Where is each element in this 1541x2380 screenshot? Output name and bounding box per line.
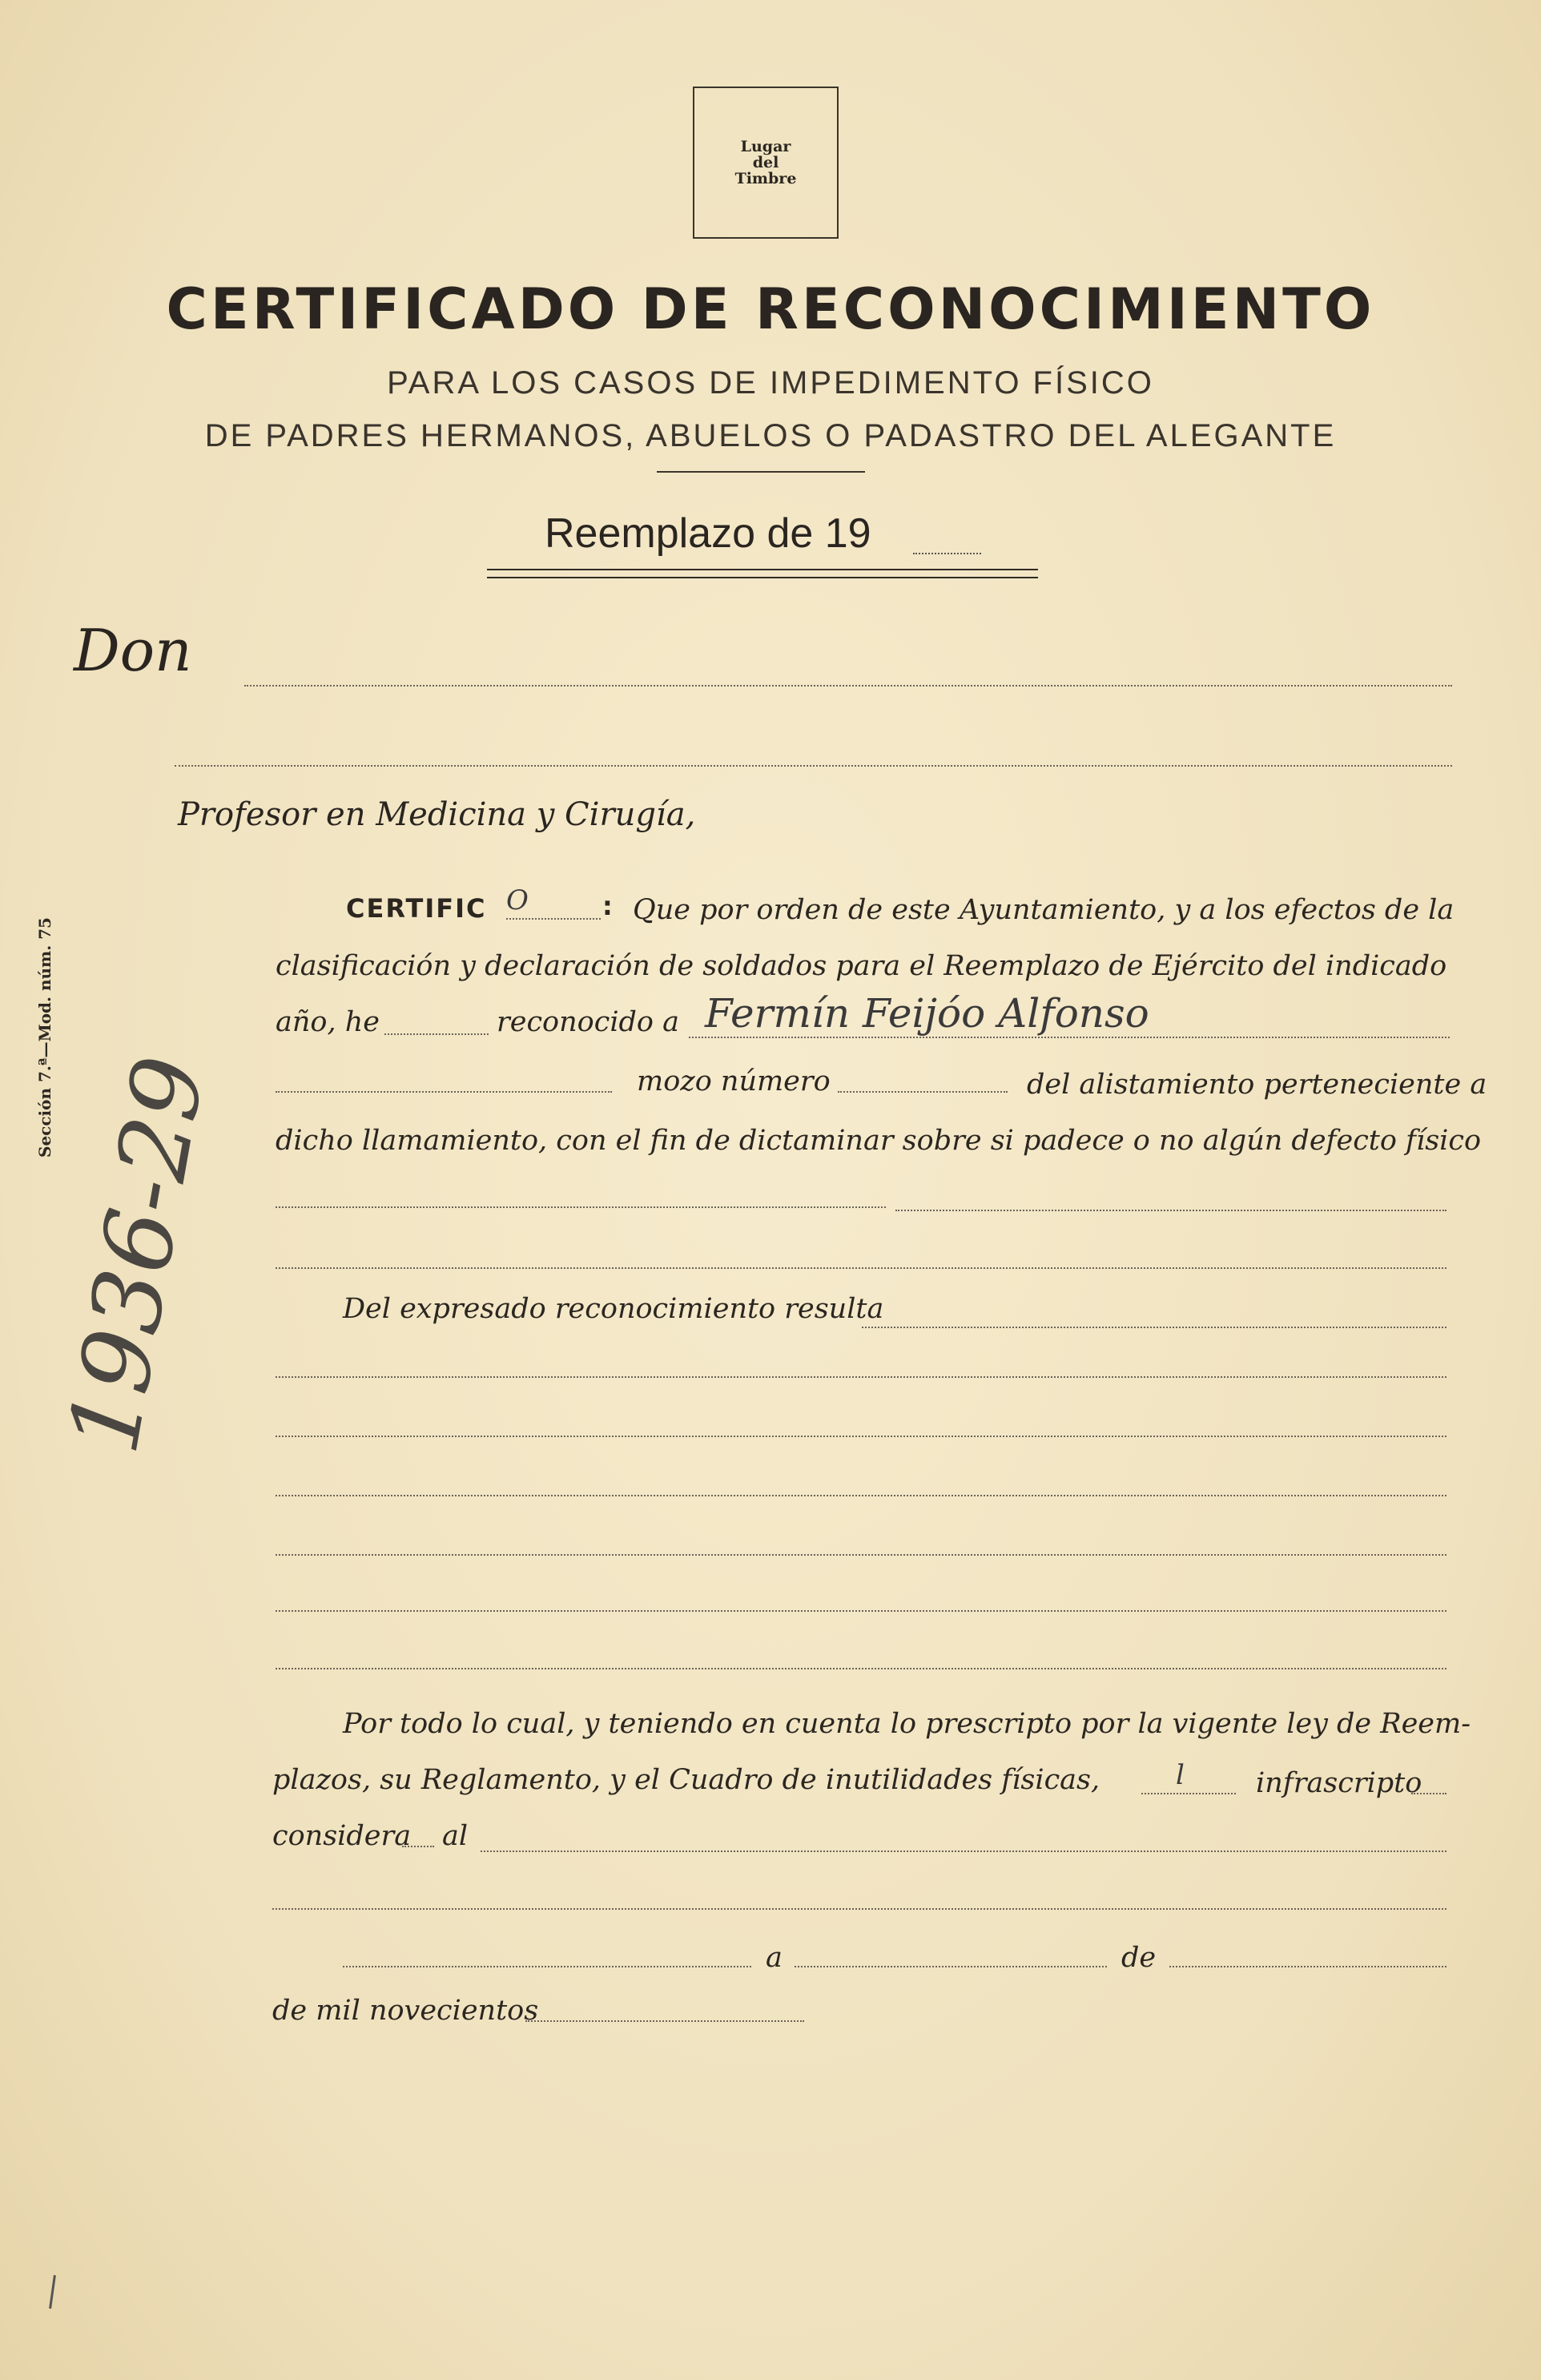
certifico-line-2: clasificación y declaración de soldados para el Reemplazo de Ejército del indicado (276, 950, 1447, 982)
stamp-box (693, 87, 839, 239)
mozo-numero-field[interactable] (838, 1091, 1008, 1093)
certifico-suffix-handwritten: O (506, 884, 529, 916)
reemplazo-year-field[interactable] (913, 553, 981, 554)
reemplazo-label: Reemplazo de 19 (545, 510, 871, 557)
section-side-text: Sección 7.ª—Mod. núm. 75 (35, 917, 54, 1158)
certifico-line-3b: reconocido a (497, 1006, 679, 1038)
stamp-line-2: del (752, 154, 779, 171)
fecha-mil: de mil novecientos (272, 1995, 539, 2027)
anio-field[interactable] (525, 2020, 804, 2022)
por-todo-line-3a: considera (272, 1820, 412, 1852)
defecto-field-1b[interactable] (895, 1210, 1446, 1211)
profesor-label: Profesor en Medicina y Cirugía, (178, 796, 696, 833)
document-title: CERTIFICADO DE RECONOCIMIENTO (166, 276, 1375, 342)
pre-mozo-field[interactable] (276, 1091, 612, 1093)
certifico-line-1: Que por orden de este Ayuntamiento, y a los efectos de la (633, 894, 1454, 926)
resulta-field-6[interactable] (276, 1610, 1446, 1612)
resulta-field-4[interactable] (276, 1495, 1446, 1496)
dia-field[interactable] (795, 1966, 1107, 1967)
fecha-a: a (766, 1942, 783, 1974)
resulta-label: Del expresado reconocimiento resulta (343, 1293, 884, 1325)
he-field[interactable] (384, 1033, 489, 1035)
certifico-line-4: mozo número (637, 1065, 831, 1097)
ornament-rule (657, 471, 865, 473)
certifico-colon: : (602, 891, 614, 921)
stamp-line-3: Timbre (734, 170, 797, 187)
considera-field-2[interactable] (272, 1908, 1446, 1910)
reconocido-name-field[interactable] (689, 1037, 1450, 1038)
double-rule-bottom (487, 577, 1038, 578)
resulta-field-1[interactable] (862, 1327, 1446, 1328)
don-name-field[interactable] (244, 685, 1452, 687)
resulta-field-2[interactable] (276, 1376, 1446, 1378)
infrascripto-prefix-field[interactable] (1141, 1793, 1236, 1794)
por-todo-line-2a: plazos, su Reglamento, y el Cuadro de inutilidades físicas, (272, 1764, 1100, 1796)
certifico-line-5: dicho llamamiento, con el fin de dictaminar sobre si padece o no algún defecto físico (276, 1125, 1482, 1157)
subtitle-line-2: DE PADRES HERMANOS, ABUELOS O PADASTRO DEL ALEGANTE (204, 418, 1337, 453)
pencil-mark (49, 2275, 56, 2309)
certifico-line-3a: año, he (276, 1006, 380, 1038)
certifico-line-4b: del alistamiento perteneciente a (1027, 1069, 1487, 1101)
considera-al-field[interactable] (481, 1850, 1446, 1852)
mes-field[interactable] (1169, 1966, 1446, 1967)
infrascripto-suffix-field[interactable] (1411, 1793, 1446, 1794)
don-name-field-2[interactable] (175, 765, 1452, 767)
resulta-field-7[interactable] (276, 1668, 1446, 1669)
certifico-suffix-field[interactable] (506, 918, 601, 920)
handwritten-name: Fermín Feijóo Alfonso (705, 990, 1149, 1037)
lugar-field[interactable] (343, 1966, 751, 1967)
resulta-field-5[interactable] (276, 1554, 1446, 1556)
subtitle-line-1: PARA LOS CASOS DE IMPEDIMENTO FÍSICO (387, 365, 1154, 401)
defecto-field-1a[interactable] (276, 1206, 886, 1208)
stamp-line-1: Lugar (740, 138, 791, 155)
por-todo-line-3b: al (442, 1820, 469, 1852)
por-todo-line-2b: infrascripto (1256, 1767, 1422, 1799)
considera-field[interactable] (402, 1846, 434, 1847)
margin-handwritten-note: 1936-29 (48, 1048, 227, 1462)
don-label: Don (74, 617, 192, 684)
fecha-de: de (1121, 1942, 1157, 1974)
double-rule-top (487, 569, 1038, 570)
certifico-label: CERTIFIC (346, 893, 487, 924)
por-todo-line-1: Por todo lo cual, y teniendo en cuenta lo prescripto por la vigente ley de Reem- (343, 1708, 1471, 1740)
por-todo-handwritten: l (1176, 1759, 1185, 1791)
defecto-field-2[interactable] (276, 1267, 1446, 1269)
resulta-field-3[interactable] (276, 1436, 1446, 1437)
